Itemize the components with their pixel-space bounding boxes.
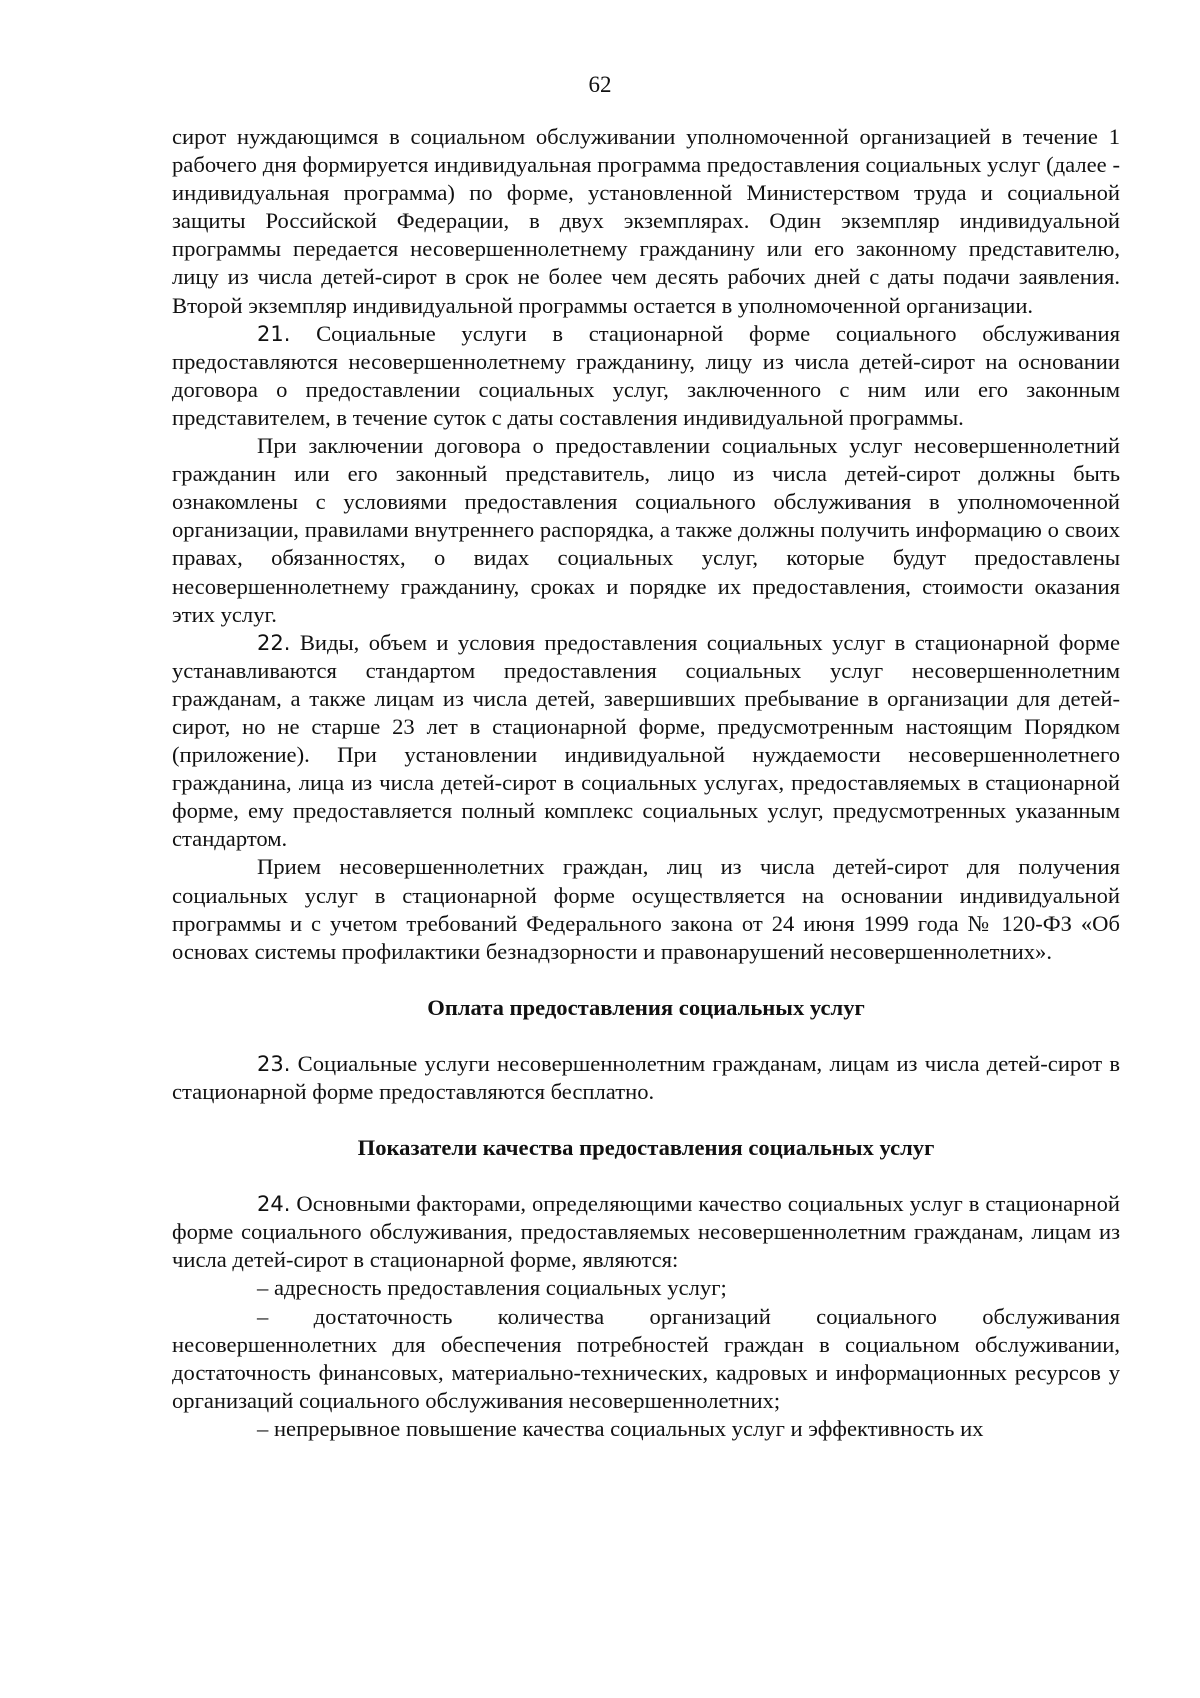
list-item-targeting: – адресность предоставления социальных услуг; bbox=[257, 1275, 727, 1301]
paragraph-text: Социальные услуги несовершеннолетним гражданам, лицам из числа детей-сирот в стационарной форме предоставляются бесплатно. bbox=[172, 1050, 1120, 1104]
paragraph-text: Основными факторами, определяющими качество социальных услуг в стационарной форме социального обслуживания, предоставляемых несовершеннолетним гражданам, лицам из числа детей-сирот в стационарной форме, являются: bbox=[172, 1191, 1120, 1273]
paragraph-number: 23. bbox=[257, 1051, 291, 1076]
paragraph-number: 22. bbox=[257, 630, 291, 655]
paragraph-21-contract: При заключении договора о предоставлении социальных услуг несовершеннолетний гражданин или его законный представитель, лицо из числа детей-сирот должны быть ознакомлены с условиями предоставления социального обслуживания в уполномоченной организации, правилами внутреннего распорядка, а также должны получить информацию о своих правах, обязанностях, о видах социальных услуг, которые будут предоставлены несовершеннолетнему гражданину, сроках и порядке их предоставления, стоимости оказания этих услуг. bbox=[172, 433, 1120, 627]
paragraph-24 bbox=[172, 1190, 1120, 1274]
paragraph-21 bbox=[172, 320, 1120, 432]
paragraph-number: 21. bbox=[257, 321, 291, 346]
page-number: 62 bbox=[588, 72, 612, 97]
paragraph-continuation: сирот нуждающимся в социальном обслуживании уполномоченной организацией в течение 1 рабочего дня формируется индивидуальная программа предоставления социальных услуг (далее - индивидуальная программа) по форме, установленной Министерством труда и социальной защиты Российской Федерации, в двух экземплярах. Один экземпляр индивидуальной программы передается несовершеннолетнему гражданину или его законному представителю, лицу из числа детей-сирот в срок не более чем десять рабочих дней с даты подачи заявления. Второй экземпляр индивидуальной программы остается в уполномоченной организации. bbox=[172, 124, 1120, 318]
list-item-continuous-improvement: – непрерывное повышение качества социальных услуг и эффективность их bbox=[257, 1415, 984, 1441]
paragraph-23 bbox=[172, 1050, 1120, 1106]
paragraph-text: Социальные услуги в стационарной форме социального обслуживания предоставляются несовершеннолетнему гражданину, лицу из числа детей-сирот на основании договора о предоставлении социальных услуг, заключенного с ним или его законным представителем, в течение суток с даты составления индивидуальной программы. bbox=[172, 320, 1120, 430]
section-heading-quality: Показатели качества предоставления социальных услуг bbox=[357, 1135, 935, 1161]
list-item-sufficiency: – достаточность количества организаций социального обслуживания несовершеннолетних для обеспечения потребностей граждан в социальном обслуживании, достаточность финансовых, материально-технических, кадровых и информационных ресурсов у организаций социального обслуживания несовершеннолетних; bbox=[172, 1303, 1120, 1413]
document-body bbox=[172, 123, 1120, 1443]
paragraph-text: Виды, объем и условия предоставления социальных услуг в стационарной форме устанавливаются стандартом предоставления социальных услуг несовершеннолетним гражданам, а также лицам из числа детей, завершивших пребывание в организации для детей-сирот, но не старше 23 лет в стационарной форме, предусмотренным настоящим Порядком (приложение). При установлении индивидуальной нуждаемости несовершеннолетнего гражданина, лица из числа детей-сирот в социальных услугах, предоставляемых в стационарной форме, ему предоставляется полный комплекс социальных услуг, предусмотренных указанным стандартом. bbox=[172, 629, 1120, 852]
paragraph-22-admission: Прием несовершеннолетних граждан, лиц из числа детей-сирот для получения социальных услуг в стационарной форме осуществляется на основании индивидуальной программы и с учетом требований Федерального закона от 24 июня 1999 года № 120-ФЗ «Об основах системы профилактики безнадзорности и правонарушений несовершеннолетних». bbox=[172, 854, 1120, 964]
paragraph-22 bbox=[172, 629, 1120, 854]
paragraph-number: 24. bbox=[257, 1192, 291, 1217]
section-heading-payment: Оплата предоставления социальных услуг bbox=[427, 994, 865, 1020]
